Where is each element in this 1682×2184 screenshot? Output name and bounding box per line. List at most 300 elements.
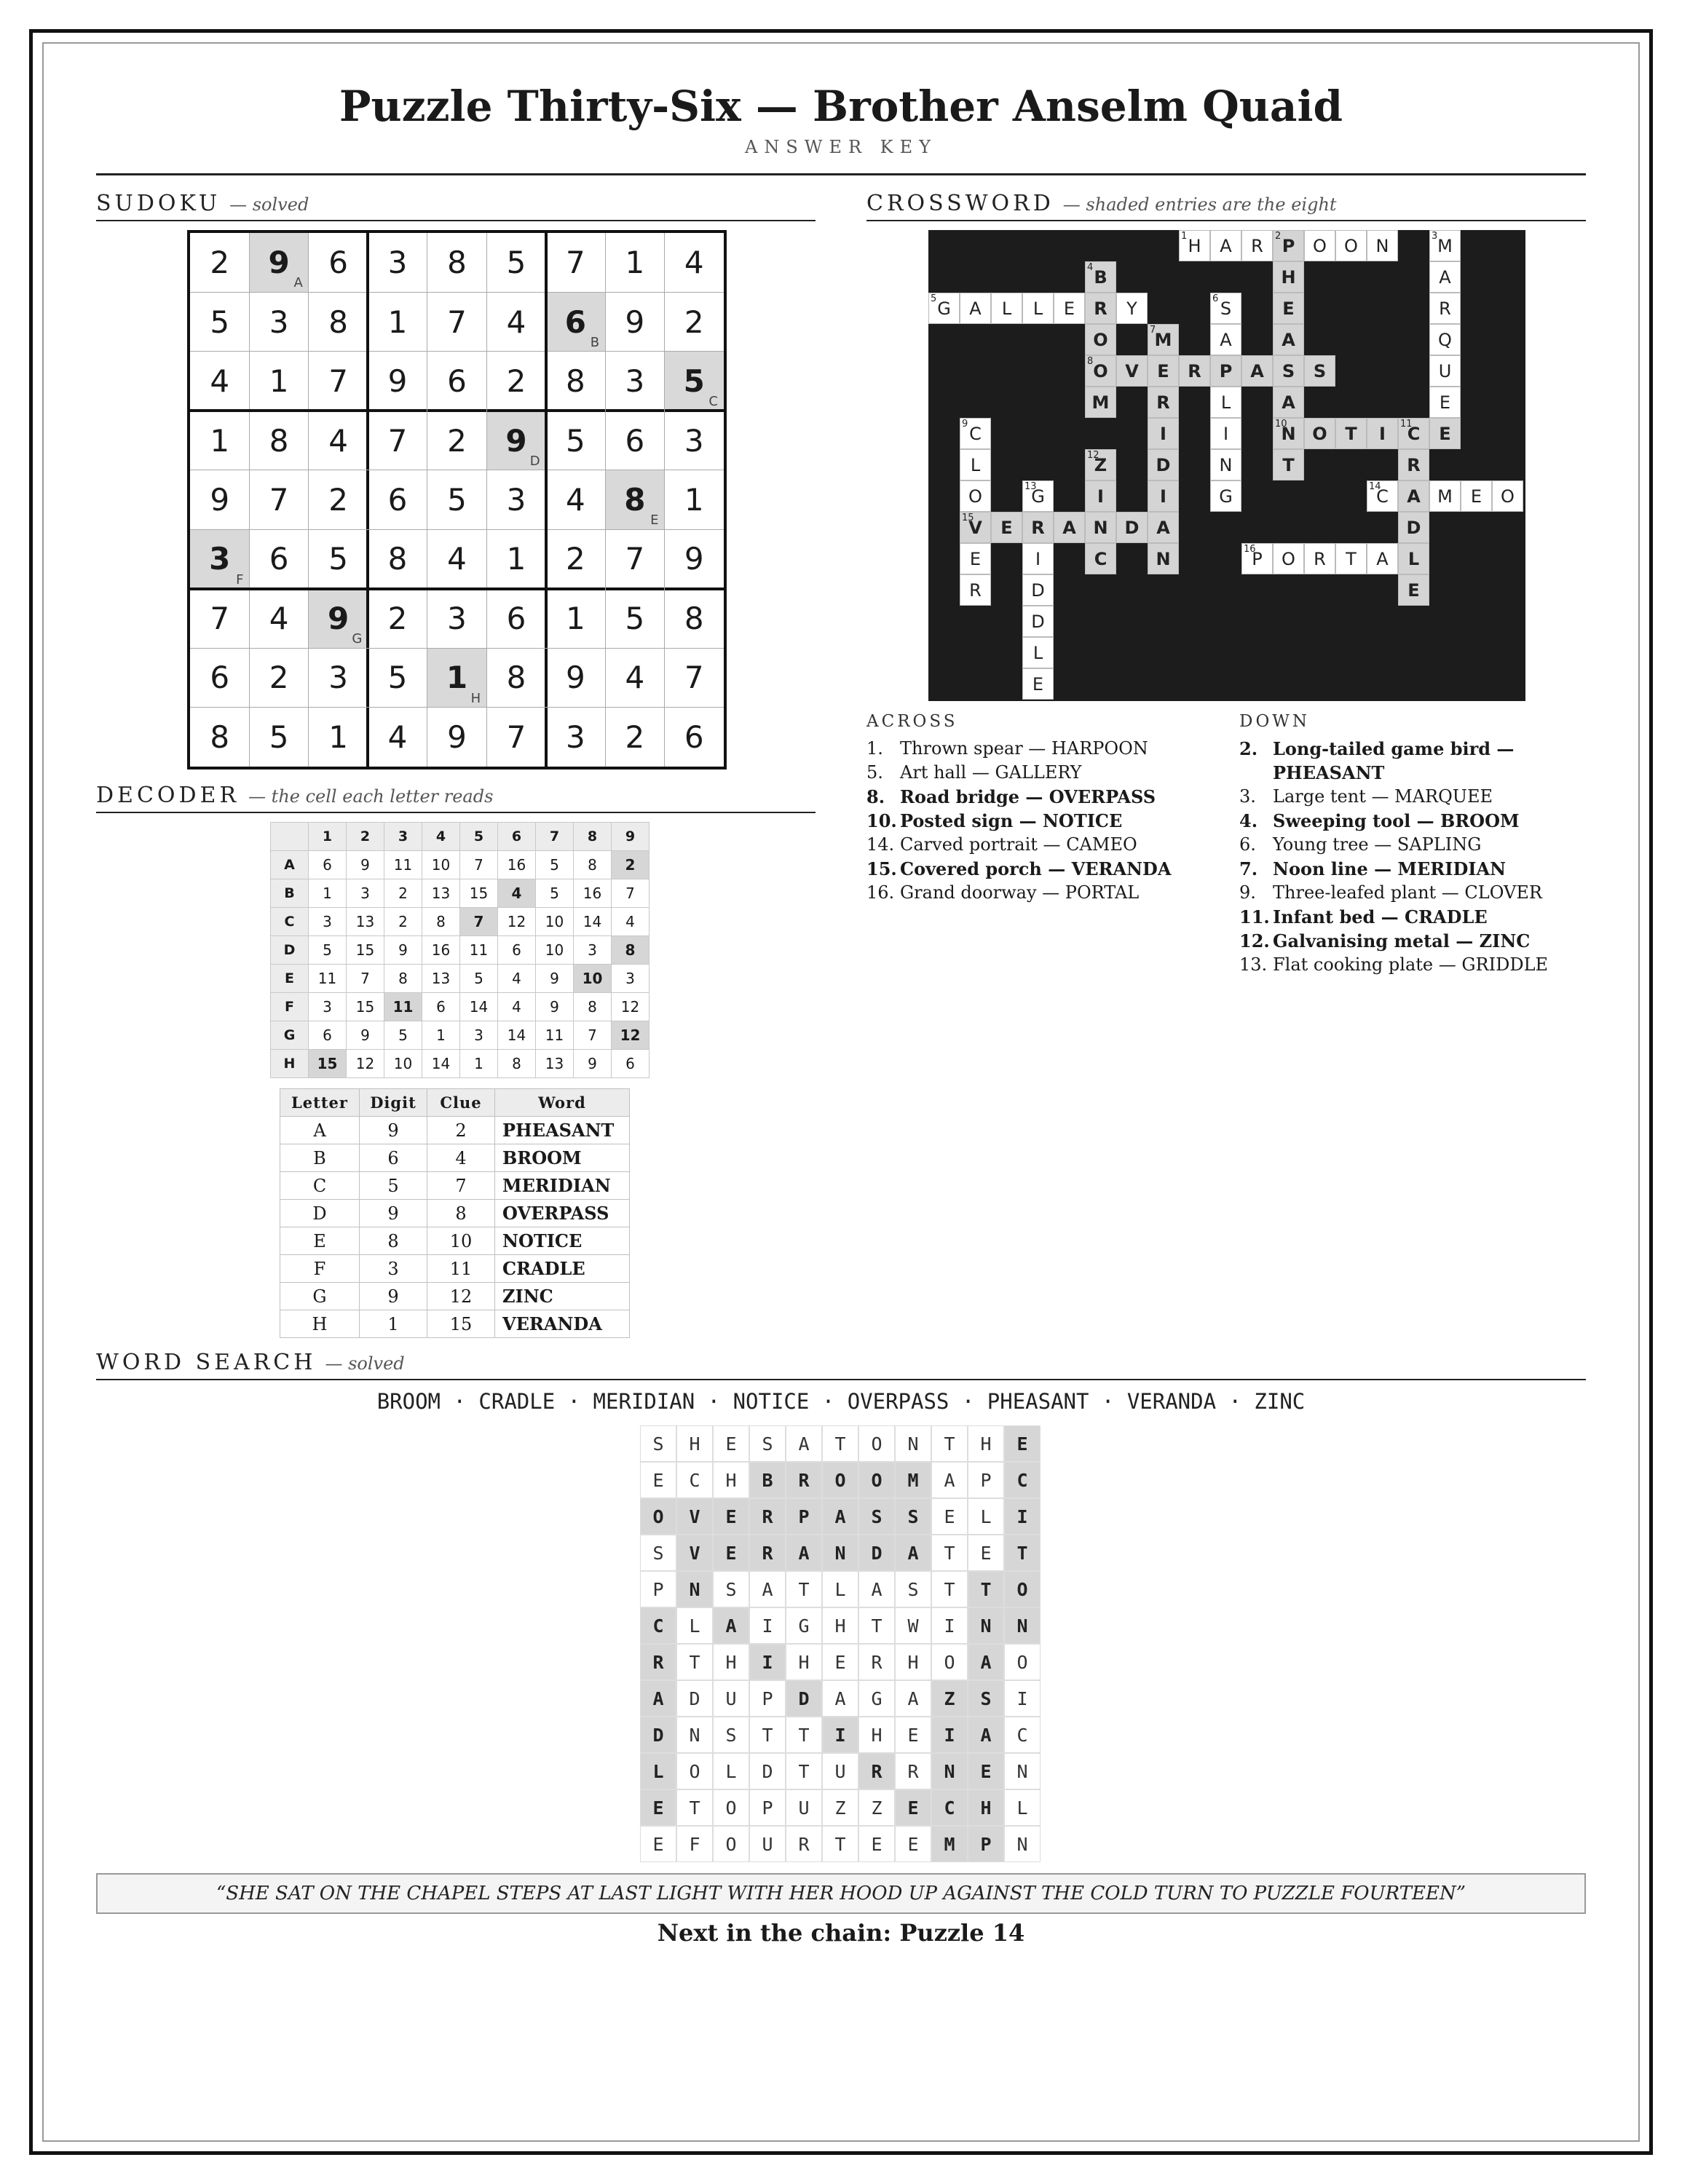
wordsearch-cell: T — [822, 1425, 858, 1462]
sudoku-cell: 9 — [684, 541, 704, 577]
page-title: Puzzle Thirty-Six — Brother Anselm Quaid — [339, 82, 1343, 131]
decoder-highlight-cell: 4 — [498, 879, 536, 908]
sudoku-cell: 2 — [210, 245, 230, 281]
wordsearch-cell: O — [713, 1826, 749, 1862]
wordsearch-cell: O — [676, 1753, 713, 1789]
wordsearch-found-cell: E — [713, 1535, 749, 1571]
clue-text: Road bridge — OVERPASS — [900, 786, 1156, 807]
down-clue — [1239, 857, 1582, 881]
wordsearch-cell: Z — [858, 1789, 895, 1826]
crossword-shaded-cell: P — [1210, 355, 1241, 387]
sudoku-cell: 8 — [387, 541, 408, 577]
key-cell: 8 — [427, 1200, 495, 1227]
wordsearch-cell: H — [858, 1717, 895, 1753]
wordsearch-cell: A — [858, 1571, 895, 1607]
wordsearch-found-cell: A — [786, 1535, 822, 1571]
wordsearch-cell: H — [786, 1644, 822, 1680]
sudoku-cell: 6 — [447, 363, 467, 400]
clue-number: 6. — [1239, 834, 1256, 855]
decoder-cell: 13 — [422, 879, 460, 908]
decoder-cell: 3 — [612, 965, 649, 993]
wordsearch-cell: A — [786, 1425, 822, 1462]
crossword-clue-number: 2 — [1275, 231, 1282, 242]
key-cell: 7 — [427, 1172, 495, 1200]
wordsearch-cell: I — [931, 1607, 968, 1644]
decoder-cell: 1 — [460, 1050, 498, 1078]
decoder-cell: 15 — [460, 879, 498, 908]
crossword-shaded-cell: M — [1085, 387, 1116, 418]
wordsearch-cell: H — [713, 1462, 749, 1498]
decoder-cell: 14 — [574, 908, 612, 936]
wordsearch-heading-note: — solved — [325, 1353, 405, 1374]
sudoku-cell: 6 — [684, 719, 704, 755]
key-word: MERIDIAN — [495, 1172, 630, 1200]
clue-text: Carved portrait — CAMEO — [900, 834, 1137, 855]
wordsearch-found-cell: P — [786, 1498, 822, 1535]
sudoku-marked-cell: 3 F — [190, 529, 249, 588]
wordsearch-cell: T — [931, 1535, 968, 1571]
crossword-clue-number: 7 — [1150, 325, 1156, 336]
across-clue — [866, 881, 1231, 905]
wordsearch-cell: E — [931, 1498, 968, 1535]
key-cell: 5 — [360, 1172, 427, 1200]
wordsearch-found-cell: O — [822, 1462, 858, 1498]
crossword-clue-number: 12 — [1087, 450, 1099, 461]
decoder-cell: 9 — [574, 1050, 612, 1078]
crossword-shaded-cell: S — [1304, 355, 1335, 387]
decoder-cell: 13 — [347, 908, 384, 936]
clue-text: Flat cooking plate — GRIDDLE — [1273, 954, 1549, 975]
sudoku-cell: 8 — [506, 660, 526, 696]
sudoku-cell: 6 — [210, 660, 230, 696]
sudoku-cell: 3 — [447, 600, 467, 636]
wordsearch-cell: A — [895, 1680, 931, 1717]
wordsearch-found-cell: E — [1004, 1425, 1041, 1462]
decoder-cell: 7 — [460, 851, 498, 879]
sudoku-gridline — [664, 233, 665, 767]
wordsearch-found-cell: T — [968, 1571, 1004, 1607]
crossword-cell: L — [1210, 387, 1241, 418]
wordsearch-cell: O — [858, 1425, 895, 1462]
decoder-cell: 3 — [309, 993, 347, 1021]
wordsearch-found-cell: A — [895, 1535, 931, 1571]
decoder-cell: 8 — [498, 1050, 536, 1078]
across-clues — [866, 710, 1231, 905]
across-clue — [866, 833, 1231, 857]
clue-number: 12. — [1239, 930, 1270, 951]
decoder-column-header: 5 — [460, 823, 498, 851]
decoder-cell: 11 — [460, 936, 498, 965]
wordsearch-found-cell: S — [968, 1680, 1004, 1717]
wordsearch-found-cell: E — [713, 1498, 749, 1535]
wordsearch-found-cell: C — [1004, 1462, 1041, 1498]
crossword-cell: N — [1367, 230, 1398, 261]
wordsearch-cell: H — [676, 1425, 713, 1462]
sudoku-cell-tag: C — [708, 394, 718, 410]
decoder-highlight-cell: 10 — [574, 965, 612, 993]
decoder-cell: 2 — [384, 908, 422, 936]
wordsearch-found-cell: E — [640, 1789, 676, 1826]
wordsearch-found-cell: S — [858, 1498, 895, 1535]
decoder-column-header: 6 — [498, 823, 536, 851]
sudoku-cell: 7 — [566, 245, 585, 281]
clue-text: Noon line — MERIDIAN — [1273, 858, 1507, 879]
wordsearch-cell: N — [1004, 1826, 1041, 1862]
clue-number: 1. — [866, 738, 883, 759]
key-cell: 3 — [360, 1255, 427, 1283]
crossword-cell: C 9 — [960, 418, 991, 449]
crossword-clue-number: 13 — [1024, 481, 1037, 492]
sudoku-cell: 6 — [269, 541, 289, 577]
decoder-heading-label: DECODER — [96, 783, 240, 808]
key-cell: 9 — [360, 1283, 427, 1310]
sudoku-cell: 8 — [269, 422, 289, 459]
crossword-shaded-cell: Z 12 — [1085, 449, 1116, 480]
decoder-cell: 13 — [536, 1050, 574, 1078]
crossword-shaded-cell: O — [1304, 418, 1335, 449]
key-row — [280, 1144, 630, 1172]
sudoku-gridline — [545, 233, 548, 767]
wordsearch-cell: R — [895, 1753, 931, 1789]
decoder-cell: 12 — [498, 908, 536, 936]
crossword-cell: M 3 — [1429, 230, 1461, 261]
wordsearch-cell: T — [822, 1826, 858, 1862]
crossword-shaded-cell: L — [1398, 543, 1429, 574]
wordsearch-cell: S — [640, 1535, 676, 1571]
clue-text: Large tent — MARQUEE — [1273, 786, 1493, 807]
decoder-row-label: F — [271, 993, 309, 1021]
sudoku-heading-note: — solved — [229, 194, 309, 215]
sudoku-cell: 3 — [506, 481, 526, 518]
wordsearch-word-list: BROOM · CRADLE · MERIDIAN · NOTICE · OVERPASS · PHEASANT · VERANDA · ZINC — [376, 1389, 1306, 1414]
sudoku-cell-tag: B — [590, 334, 600, 350]
crossword-shaded-cell: M 7 — [1148, 324, 1179, 355]
crossword-cell: L — [1022, 293, 1054, 324]
crossword-cell: P 16 — [1241, 543, 1273, 574]
sudoku-cell: 6 — [328, 245, 348, 281]
wordsearch-found-cell: A — [713, 1607, 749, 1644]
decoder-cell: 14 — [460, 993, 498, 1021]
wordsearch-cell: H — [713, 1644, 749, 1680]
key-header-row — [280, 1089, 630, 1117]
wordsearch-found-cell: V — [676, 1498, 713, 1535]
sudoku-cell: 5 — [328, 541, 348, 577]
wordsearch-cell: S — [713, 1717, 749, 1753]
crossword-cell: E — [960, 543, 991, 574]
sudoku-gridline — [308, 233, 309, 767]
crossword-heading-label: CROSSWORD — [866, 191, 1054, 216]
sudoku-cell: 1 — [269, 363, 289, 400]
wordsearch-cell: L — [713, 1753, 749, 1789]
wordsearch-found-cell: R — [786, 1462, 822, 1498]
crossword-cell: I — [1210, 418, 1241, 449]
key-row — [280, 1200, 630, 1227]
wordsearch-cell: U — [749, 1826, 786, 1862]
wordsearch-cell: G — [786, 1607, 822, 1644]
decoder-cell: 15 — [347, 936, 384, 965]
crossword-shaded-cell: R — [1085, 293, 1116, 324]
wordsearch-found-cell: A — [640, 1680, 676, 1717]
crossword-shaded-cell: P 2 — [1273, 230, 1304, 261]
across-clue — [866, 809, 1231, 833]
wordsearch-cell: P — [749, 1680, 786, 1717]
decoder-row-label: C — [271, 908, 309, 936]
sudoku-cell: 2 — [684, 304, 704, 340]
decoder-row-label: H — [271, 1050, 309, 1078]
decoder-cell: 1 — [422, 1021, 460, 1050]
wordsearch-cell: E — [822, 1644, 858, 1680]
sudoku-cell: 2 — [387, 600, 408, 636]
wordsearch-cell: O — [713, 1789, 749, 1826]
decoder-cell: 3 — [347, 879, 384, 908]
sudoku-cell: 7 — [506, 719, 526, 755]
crossword-shaded-cell: D — [1116, 512, 1148, 543]
decoder-column-header: 3 — [384, 823, 422, 851]
clue-text: Covered porch — VERANDA — [900, 858, 1172, 879]
wordsearch-cell: T — [786, 1717, 822, 1753]
wordsearch-cell: I — [1004, 1680, 1041, 1717]
crossword-cell: A — [960, 293, 991, 324]
clue-number: 8. — [866, 786, 885, 807]
wordsearch-cell: C — [1004, 1717, 1041, 1753]
crossword-shaded-cell: A — [1273, 387, 1304, 418]
sudoku-cell: 4 — [447, 541, 467, 577]
wordsearch-cell: S — [895, 1571, 931, 1607]
sudoku-gridline — [190, 648, 724, 649]
crossword-shaded-cell: T — [1273, 449, 1304, 480]
crossword-cell: I — [1022, 543, 1054, 574]
key-row — [280, 1255, 630, 1283]
sudoku-cell: 7 — [684, 660, 704, 696]
decoder-column-header: 7 — [536, 823, 574, 851]
key-cell: G — [280, 1283, 360, 1310]
key-column-header: Digit — [360, 1089, 427, 1117]
wordsearch-cell: U — [713, 1680, 749, 1717]
crossword-shaded-cell: T — [1335, 418, 1367, 449]
sudoku-cell-tag: A — [293, 275, 303, 291]
wordsearch-found-cell: N — [822, 1535, 858, 1571]
decoder-cell: 15 — [347, 993, 384, 1021]
crossword-cell: N — [1210, 449, 1241, 480]
decoder-row — [271, 1021, 649, 1050]
decoder-cell: 16 — [498, 851, 536, 879]
sudoku-gridline — [190, 707, 724, 708]
decoder-cell: 6 — [309, 851, 347, 879]
wordsearch-cell: S — [640, 1425, 676, 1462]
sudoku-cell-tag: E — [650, 513, 659, 529]
crossword-cell: Q — [1429, 324, 1461, 355]
wordsearch-cell: C — [676, 1462, 713, 1498]
decoder-cell: 16 — [574, 879, 612, 908]
sudoku-cell: 1 — [387, 304, 408, 340]
decoder-cell: 5 — [384, 1021, 422, 1050]
sudoku-cell: 1 — [625, 245, 645, 281]
decoder-cell: 4 — [498, 965, 536, 993]
crossword-cell: D — [1022, 606, 1054, 637]
crossword-shaded-cell: R — [1398, 449, 1429, 480]
decoder-cell: 10 — [536, 908, 574, 936]
wordsearch-cell: P — [968, 1462, 1004, 1498]
sudoku-heading — [96, 191, 816, 221]
crossword-clue-number: 15 — [962, 513, 974, 523]
crossword-cell: O — [1304, 230, 1335, 261]
key-cell: 11 — [427, 1255, 495, 1283]
sudoku-cell: 9 — [210, 481, 230, 518]
crossword-shaded-cell: O — [1085, 324, 1116, 355]
wordsearch-found-cell: I — [749, 1644, 786, 1680]
decoder-cell: 6 — [309, 1021, 347, 1050]
crossword-shaded-cell: E — [1398, 574, 1429, 606]
key-cell: 4 — [427, 1144, 495, 1172]
clue-text: Sweeping tool — BROOM — [1273, 810, 1520, 831]
key-cell: 2 — [427, 1117, 495, 1144]
clue-number: 7. — [1239, 858, 1258, 879]
sudoku-cell: 7 — [625, 541, 645, 577]
crossword-shaded-cell: E — [1148, 355, 1179, 387]
clue-text: Three-leafed plant — CLOVER — [1273, 882, 1542, 903]
sudoku-cell: 6 — [506, 600, 526, 636]
crossword-cell: E — [1022, 668, 1054, 700]
crossword-shaded-cell: H — [1273, 261, 1304, 293]
decoder-cell: 10 — [384, 1050, 422, 1078]
key-word: BROOM — [495, 1144, 630, 1172]
wordsearch-found-cell: D — [640, 1717, 676, 1753]
key-cell: 9 — [360, 1117, 427, 1144]
sudoku-cell: 7 — [447, 304, 467, 340]
wordsearch-cell: U — [822, 1753, 858, 1789]
crossword-clue-number: 16 — [1244, 544, 1256, 555]
sudoku-cell-tag: H — [470, 690, 481, 706]
sudoku-marked-cell: 8 E — [605, 470, 664, 529]
sudoku-cell: 8 — [328, 304, 348, 340]
clue-number: 10. — [866, 810, 897, 831]
sudoku-gridline — [486, 233, 487, 767]
clue-text: Long-tailed game bird — PHEASANT — [1273, 738, 1515, 783]
decoder-header-row — [271, 823, 649, 851]
wordsearch-found-cell: H — [968, 1789, 1004, 1826]
decoder-cell: 2 — [384, 879, 422, 908]
sudoku-cell: 4 — [387, 719, 408, 755]
down-clue — [1239, 737, 1582, 785]
sudoku-cell: 5 — [387, 660, 408, 696]
crossword-cell: R — [1429, 293, 1461, 324]
wordsearch-cell: T — [676, 1789, 713, 1826]
wordsearch-cell: E — [968, 1535, 1004, 1571]
key-cell: 15 — [427, 1310, 495, 1338]
wordsearch-found-cell: B — [749, 1462, 786, 1498]
crossword-clue-number: 11 — [1400, 419, 1413, 430]
sudoku-cell: 4 — [625, 660, 645, 696]
crossword-clue-number: 10 — [1275, 419, 1287, 430]
wordsearch-found-cell: D — [786, 1680, 822, 1717]
sudoku-cell: 4 — [684, 245, 704, 281]
crossword-shaded-cell: I — [1148, 480, 1179, 512]
sudoku-cell: 3 — [269, 304, 289, 340]
crossword-cell: M — [1429, 480, 1461, 512]
key-word: PHEASANT — [495, 1117, 630, 1144]
decoder-cell: 11 — [384, 851, 422, 879]
wordsearch-cell: T — [786, 1571, 822, 1607]
wordsearch-found-cell: S — [895, 1498, 931, 1535]
crossword-shaded-cell: R — [1179, 355, 1210, 387]
crossword-shaded-cell: C — [1085, 543, 1116, 574]
decoder-cell: 3 — [460, 1021, 498, 1050]
crossword-heading — [866, 191, 1586, 221]
sudoku-cell: 3 — [566, 719, 585, 755]
sudoku-gridline — [190, 529, 724, 530]
clue-number: 4. — [1239, 810, 1258, 831]
wordsearch-found-cell: O — [640, 1498, 676, 1535]
down-clue — [1239, 881, 1582, 905]
crossword-cell: L — [991, 293, 1022, 324]
wordsearch-found-cell: A — [968, 1717, 1004, 1753]
crossword-cell: O — [1273, 543, 1304, 574]
decoder-column-header: 4 — [422, 823, 460, 851]
wordsearch-cell: L — [1004, 1789, 1041, 1826]
sudoku-cell: 5 — [566, 422, 585, 459]
crossword-cell: G 13 — [1022, 480, 1054, 512]
crossword-clue-number: 9 — [962, 419, 968, 430]
sudoku-gridline — [249, 233, 250, 767]
wordsearch-cell: U — [786, 1789, 822, 1826]
wordsearch-cell: L — [968, 1498, 1004, 1535]
decoder-cell: 5 — [309, 936, 347, 965]
crossword-shaded-cell: A — [1054, 512, 1085, 543]
wordsearch-found-cell: R — [749, 1535, 786, 1571]
wordsearch-cell: R — [858, 1644, 895, 1680]
wordsearch-cell: L — [822, 1571, 858, 1607]
crossword-cell: D — [1022, 574, 1054, 606]
wordsearch-cell: E — [858, 1826, 895, 1862]
sudoku-cell: 7 — [269, 481, 289, 518]
sudoku-cell: 9 — [447, 719, 467, 755]
key-cell: 9 — [360, 1200, 427, 1227]
sudoku-cell: 8 — [684, 600, 704, 636]
decoder-row — [271, 879, 649, 908]
crossword-cell: A — [1429, 261, 1461, 293]
decoder-cell: 5 — [536, 851, 574, 879]
decoder-highlight-cell: 7 — [460, 908, 498, 936]
crossword-cell: Y — [1116, 293, 1148, 324]
wordsearch-cell: O — [931, 1644, 968, 1680]
sudoku-cell: 5 — [625, 600, 645, 636]
decoder-key-table — [280, 1088, 630, 1338]
decoder-highlight-cell: 8 — [612, 936, 649, 965]
crossword-clue-number: 3 — [1432, 231, 1438, 242]
decoder-highlight-cell: 11 — [384, 993, 422, 1021]
decoder-column-header: 2 — [347, 823, 384, 851]
key-row — [280, 1310, 630, 1338]
decoder-highlight-cell: 15 — [309, 1050, 347, 1078]
wordsearch-found-cell: O — [858, 1462, 895, 1498]
crossword-cell: U — [1429, 355, 1461, 387]
decoder-cell: 12 — [347, 1050, 384, 1078]
crossword-shaded-cell: I — [1367, 418, 1398, 449]
crossword-shaded-cell: A — [1398, 480, 1429, 512]
decoder-cell: 4 — [498, 993, 536, 1021]
crossword-cell: A — [1367, 543, 1398, 574]
sudoku-cell: 8 — [210, 719, 230, 755]
wordsearch-cell: H — [822, 1607, 858, 1644]
sudoku-cell: 7 — [328, 363, 348, 400]
sudoku-cell: 8 — [447, 245, 467, 281]
wordsearch-heading — [96, 1350, 1586, 1380]
decoder-cell: 8 — [574, 993, 612, 1021]
wordsearch-cell: N — [895, 1425, 931, 1462]
key-column-header: Letter — [280, 1089, 360, 1117]
decoder-cell: 1 — [309, 879, 347, 908]
decoder-cell: 10 — [536, 936, 574, 965]
